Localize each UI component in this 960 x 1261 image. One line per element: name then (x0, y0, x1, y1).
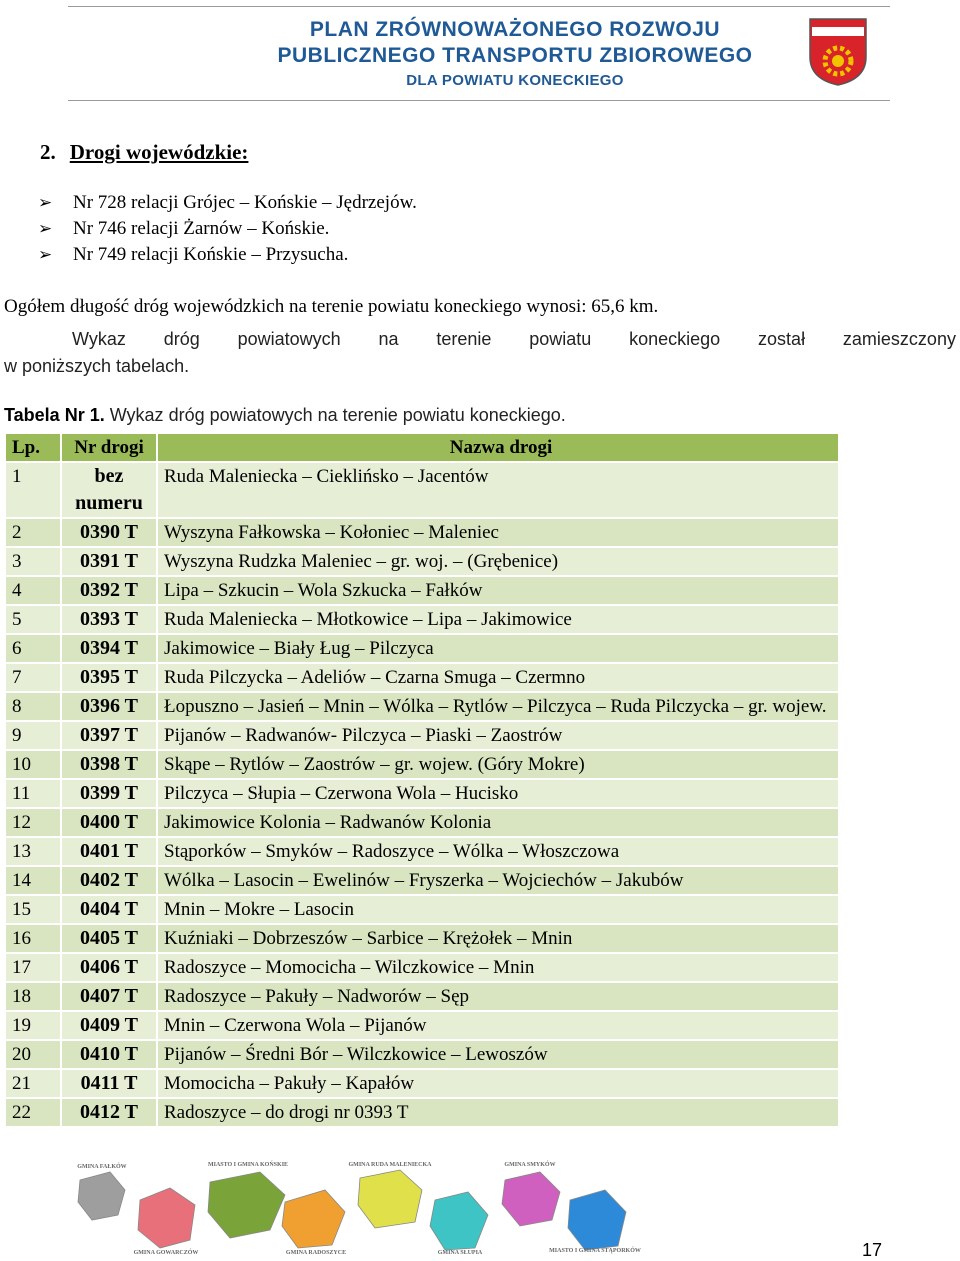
list-item-text: Nr 728 relacji Grójec – Końskie – Jędrzejów. (73, 192, 417, 213)
paragraph-line: w poniższych tabelach. (4, 356, 190, 376)
cell-road-name: Skąpe – Rytlów – Zaostrów – gr. wojew. (Góry Mokre) (157, 750, 839, 779)
table-row (5, 779, 839, 808)
word: został (758, 329, 806, 349)
table-row (5, 663, 839, 692)
justified-line (4, 326, 956, 353)
cell-road-number: 0397 T (61, 721, 157, 750)
cell-road-name: Mnin – Mokre – Lasocin (157, 895, 839, 924)
cell-road-number: 0396 T (61, 692, 157, 721)
table-header-row (5, 433, 839, 462)
cell-road-name: Mnin – Czerwona Wola – Pijanów (157, 1011, 839, 1040)
municipality-map-icon (282, 1190, 345, 1248)
table-row (5, 692, 839, 721)
cell-road-name: Wyszyna Fałkowska – Kołoniec – Maleniec (157, 518, 839, 547)
cell-road-name: Pijanów – Radwanów- Pilczyca – Piaski – Zaostrów (157, 721, 839, 750)
list-item (38, 242, 417, 268)
municipality-map-icon (138, 1188, 195, 1248)
cell-road-number: 0390 T (61, 518, 157, 547)
municipality-maps-strip (70, 1160, 641, 1260)
header-top-rule (68, 6, 890, 7)
table-row (5, 547, 839, 576)
roads-table (4, 432, 840, 1128)
cell-lp: 13 (5, 837, 61, 866)
municipality-map-label: GMINA FAŁKÓW (77, 1164, 127, 1170)
municipality-map-label: MIASTO I GMINA KOŃSKIE (207, 1162, 289, 1168)
road-bullet-list (38, 190, 417, 268)
table-row (5, 1011, 839, 1040)
cell-road-number: 0407 T (61, 982, 157, 1011)
cell-road-number: 0410 T (61, 1040, 157, 1069)
municipality-map-icon (358, 1170, 422, 1228)
table-row (5, 721, 839, 750)
table-row (5, 982, 839, 1011)
cell-lp: 19 (5, 1011, 61, 1040)
cell-road-number: 0398 T (61, 750, 157, 779)
table-row (5, 895, 839, 924)
cell-road-number: 0404 T (61, 895, 157, 924)
cell-road-name: Łopuszno – Jasień – Mnin – Wólka – Rytlów – Pilczyca – Ruda Pilczycka – gr. wojew. (157, 692, 839, 721)
cell-road-number: 0400 T (61, 808, 157, 837)
column-header-lp: Lp. (5, 433, 61, 462)
cell-road-name: Ruda Maleniecka – Młotkowice – Lipa – Jakimowice (157, 605, 839, 634)
cell-road-name: Pilczyca – Słupia – Czerwona Wola – Hucisko (157, 779, 839, 808)
cell-road-name: Momocicha – Pakuły – Kapałów (157, 1069, 839, 1098)
cell-road-name: Jakimowice – Biały Ług – Pilczyca (157, 634, 839, 663)
municipality-map-label: GMINA GOWARCZÓW (133, 1250, 199, 1256)
arrow-bullet-icon: ➢ (38, 193, 53, 212)
cell-lp: 20 (5, 1040, 61, 1069)
municipality-map-label: GMINA SŁUPIA (437, 1250, 483, 1256)
municipality-map-label: GMINA SMYKÓW (504, 1162, 556, 1168)
cell-road-number: 0395 T (61, 663, 157, 692)
list-item (38, 190, 417, 216)
list-item (38, 216, 417, 242)
list-item-text: Nr 749 relacji Końskie – Przysucha. (73, 244, 349, 265)
cell-lp: 1 (5, 462, 61, 518)
cell-lp: 7 (5, 663, 61, 692)
header-bottom-rule (68, 100, 890, 101)
table-row (5, 866, 839, 895)
word: zamieszczony (842, 329, 956, 349)
word: powiatowych (237, 329, 341, 349)
municipality-map-icon (78, 1172, 125, 1220)
section-heading (40, 140, 248, 165)
cell-road-name: Radoszyce – Momocicha – Wilczkowice – Mnin (157, 953, 839, 982)
municipality-map-icon (502, 1172, 560, 1226)
word: dróg (163, 329, 200, 349)
cell-lp: 10 (5, 750, 61, 779)
cell-lp: 5 (5, 605, 61, 634)
header-title-line-3: DLA POWIATU KONECKIEGO (406, 72, 624, 89)
word: koneckiego (629, 329, 721, 349)
cell-road-name: Radoszyce – Pakuły – Nadworów – Sęp (157, 982, 839, 1011)
cell-road-number: 0394 T (61, 634, 157, 663)
list-intro-paragraph (4, 326, 956, 380)
cell-road-name: Ruda Pilczycka – Adeliów – Czarna Smuga – Czermno (157, 663, 839, 692)
word: Wykaz (72, 329, 126, 349)
cell-lp: 3 (5, 547, 61, 576)
cell-road-name: Jakimowice Kolonia – Radwanów Kolonia (157, 808, 839, 837)
cell-lp: 17 (5, 953, 61, 982)
total-length-paragraph: Ogółem długość dróg wojewódzkich na terenie powiatu koneckiego wynosi: 65,6 km. (4, 296, 659, 317)
cell-road-number: 0405 T (61, 924, 157, 953)
page-number: 17 (862, 1240, 883, 1260)
municipality-map-icon (568, 1190, 626, 1250)
table-body (5, 462, 839, 1127)
cell-lp: 22 (5, 1098, 61, 1127)
word: na (378, 329, 399, 349)
cell-lp: 15 (5, 895, 61, 924)
cell-lp: 12 (5, 808, 61, 837)
cell-road-name: Stąporków – Smyków – Radoszyce – Wólka – Włoszczowa (157, 837, 839, 866)
cell-road-name: Radoszyce – do drogi nr 0393 T (157, 1098, 839, 1127)
table-caption-text: Wykaz dróg powiatowych na terenie powiatu koneckiego. (104, 405, 566, 425)
table-row (5, 1069, 839, 1098)
cell-lp: 6 (5, 634, 61, 663)
cell-road-number: 0401 T (61, 837, 157, 866)
cell-road-name: Wyszyna Rudzka Maleniec – gr. woj. – (Grębenice) (157, 547, 839, 576)
cell-road-number: 0411 T (61, 1069, 157, 1098)
municipality-map-label: MIASTO I GMINA STĄPORKÓW (549, 1248, 641, 1254)
cell-lp: 11 (5, 779, 61, 808)
table-row (5, 837, 839, 866)
header-title-line-2: PUBLICZNEGO TRANSPORTU ZBIOROWEGO (277, 44, 753, 67)
cell-lp: 8 (5, 692, 61, 721)
cell-road-number: 0412 T (61, 1098, 157, 1127)
header-title-line-1: PLAN ZRÓWNOWAŻONEGO ROZWOJU (309, 18, 721, 41)
cell-road-number: 0399 T (61, 779, 157, 808)
cell-lp: 18 (5, 982, 61, 1011)
table-row (5, 953, 839, 982)
word: powiatu (529, 329, 592, 349)
column-header-nr: Nr drogi (61, 433, 157, 462)
cell-road-number: 0391 T (61, 547, 157, 576)
cell-road-name: Lipa – Szkucin – Wola Szkucka – Fałków (157, 576, 839, 605)
cell-road-number: 0402 T (61, 866, 157, 895)
table-row (5, 1098, 839, 1127)
table-row (5, 750, 839, 779)
table-row (5, 605, 839, 634)
cell-road-number: 0393 T (61, 605, 157, 634)
cell-road-name: Ruda Maleniecka – Cieklińsko – Jacentów (157, 462, 839, 518)
cell-road-name: Wólka – Lasocin – Ewelinów – Fryszerka – Wojciechów – Jakubów (157, 866, 839, 895)
table-row (5, 634, 839, 663)
cell-road-name: Kuźniaki – Dobrzeszów – Sarbice – Krężołek – Mnin (157, 924, 839, 953)
section-title: Drogi wojewódzkie: (69, 140, 249, 164)
table-caption (4, 405, 566, 426)
cell-lp: 14 (5, 866, 61, 895)
list-item-text: Nr 746 relacji Żarnów – Końskie. (73, 218, 330, 239)
table-row (5, 462, 839, 518)
municipality-map-label: GMINA RADOSZYCE (285, 1250, 347, 1256)
table-row (5, 518, 839, 547)
table-row (5, 808, 839, 837)
table-row (5, 924, 839, 953)
column-header-name: Nazwa drogi (157, 433, 839, 462)
cell-road-name: Pijanów – Średni Bór – Wilczkowice – Lewoszów (157, 1040, 839, 1069)
cell-lp: 2 (5, 518, 61, 547)
section-number: 2. (40, 140, 56, 164)
arrow-bullet-icon: ➢ (38, 245, 53, 264)
coat-of-arms-icon (808, 17, 868, 87)
cell-lp: 21 (5, 1069, 61, 1098)
municipality-map-label: GMINA RUDA MALENIECKA (348, 1162, 432, 1168)
cell-road-number: 0392 T (61, 576, 157, 605)
word: terenie (436, 329, 492, 349)
cell-lp: 9 (5, 721, 61, 750)
cell-road-number: bez numeru (61, 462, 157, 518)
table-row (5, 1040, 839, 1069)
cell-lp: 4 (5, 576, 61, 605)
table-row (5, 576, 839, 605)
municipality-map-icon (430, 1192, 488, 1250)
arrow-bullet-icon: ➢ (38, 219, 53, 238)
cell-road-number: 0406 T (61, 953, 157, 982)
cell-lp: 16 (5, 924, 61, 953)
table-caption-label: Tabela Nr 1. (4, 405, 105, 425)
cell-road-number: 0409 T (61, 1011, 157, 1040)
municipality-map-icon (208, 1172, 285, 1238)
